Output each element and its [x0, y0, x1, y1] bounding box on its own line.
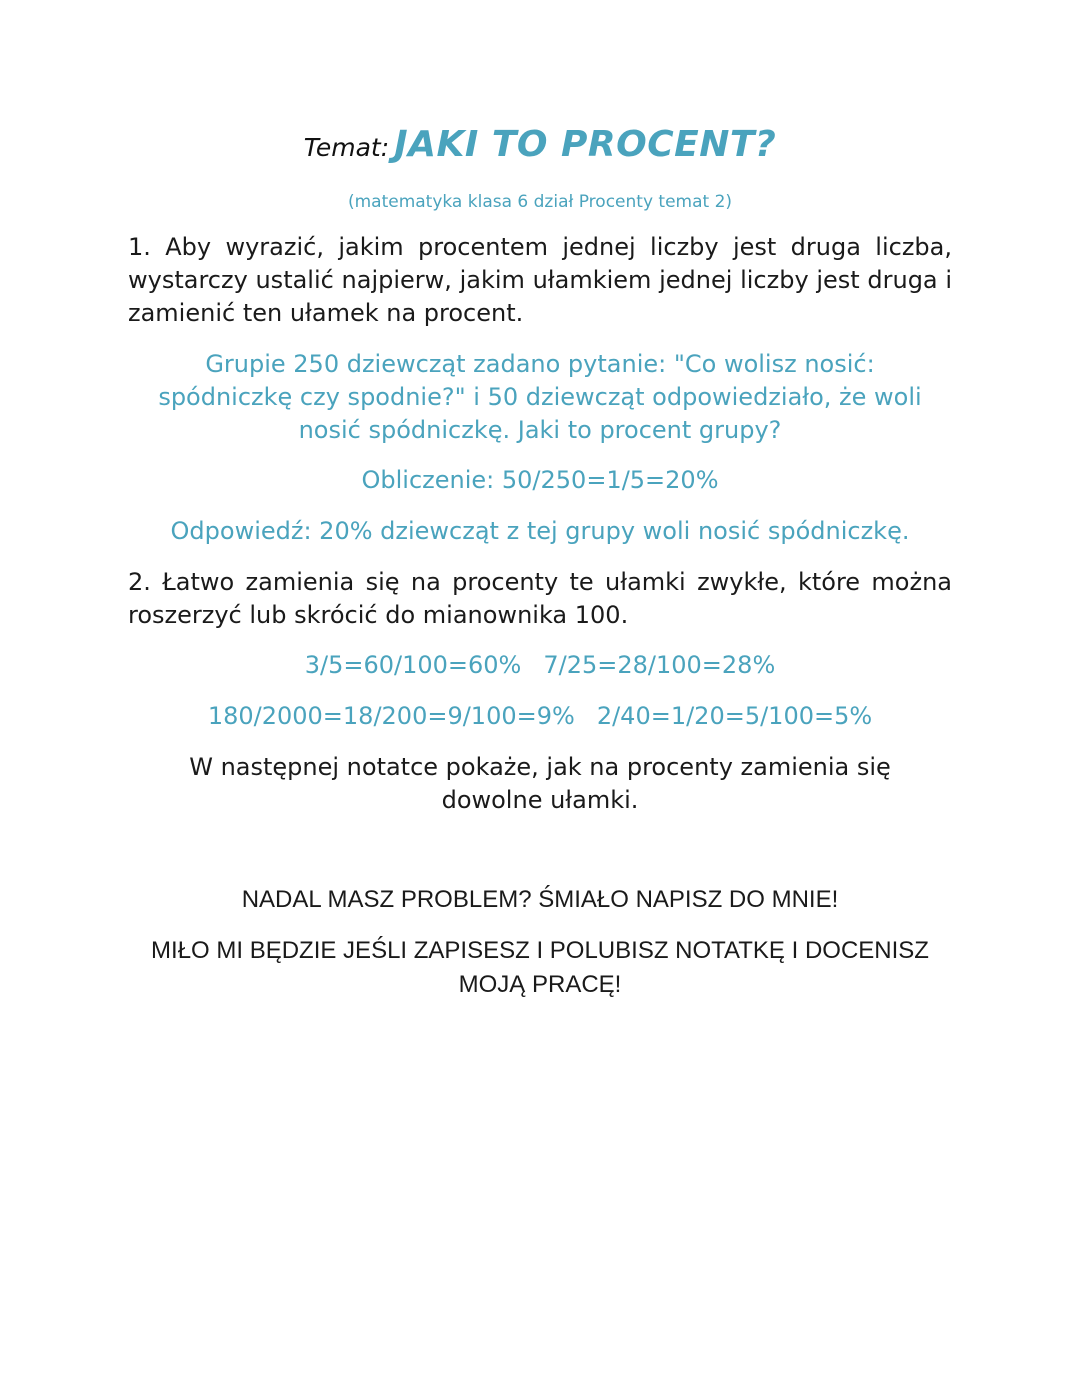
page-title [0, 124, 1080, 165]
example-fraction: 3/5=60/100=60% [304, 651, 522, 679]
examples-row-1 [128, 649, 952, 682]
example-fraction: 7/25=28/100=28% [543, 651, 776, 679]
subtitle: (matematyka klasa 6 dział Procenty temat 2) [347, 192, 733, 212]
footer-line-1: NADAL MASZ PROBLEM? ŚMIAŁO NAPISZ DO MNIE! [241, 886, 839, 913]
example-fraction: 180/2000=18/200=9/100=9% [207, 702, 575, 730]
example-fraction: 2/40=1/20=5/100=5% [596, 702, 873, 730]
example-question: Grupie 250 dziewcząt zadano pytanie: "Co wolisz nosić: spódniczkę czy spodnie?" i 50 dziewcząt odpowiedziało, że woli nosić spódniczkę. Jaki to procent grupy? [158, 350, 922, 444]
next-note: W następnej notatce pokaże, jak na procenty zamienia się dowolne ułamki. [189, 753, 891, 814]
example-answer: Odpowiedź: 20% dziewcząt z tej grupy woli nosić spódniczkę. [170, 517, 910, 545]
title-prefix: Temat: [303, 133, 390, 162]
footer-line-2: MIŁO MI BĘDZIE JEŚLI ZAPISESZ I POLUBISZ NOTATKĘ I DOCENISZ MOJĄ PRACĘ! [151, 937, 929, 998]
example-calculation: Obliczenie: 50/250=1/5=20% [361, 466, 719, 494]
section-2-text: 2. Łatwo zamienia się na procenty te ułamki zwykłe, które można roszerzyć lub skrócić do mianownika 100. [128, 568, 952, 629]
section-1-text: 1. Aby wyrazić, jakim procentem jednej liczby jest druga liczba, wystarczy ustalić najpierw, jakim ułamkiem jednej liczby jest druga i zamienić ten ułamek na procent. [128, 233, 952, 327]
title-main: JAKI TO PROCENT? [394, 124, 777, 165]
examples-row-2 [128, 700, 952, 733]
